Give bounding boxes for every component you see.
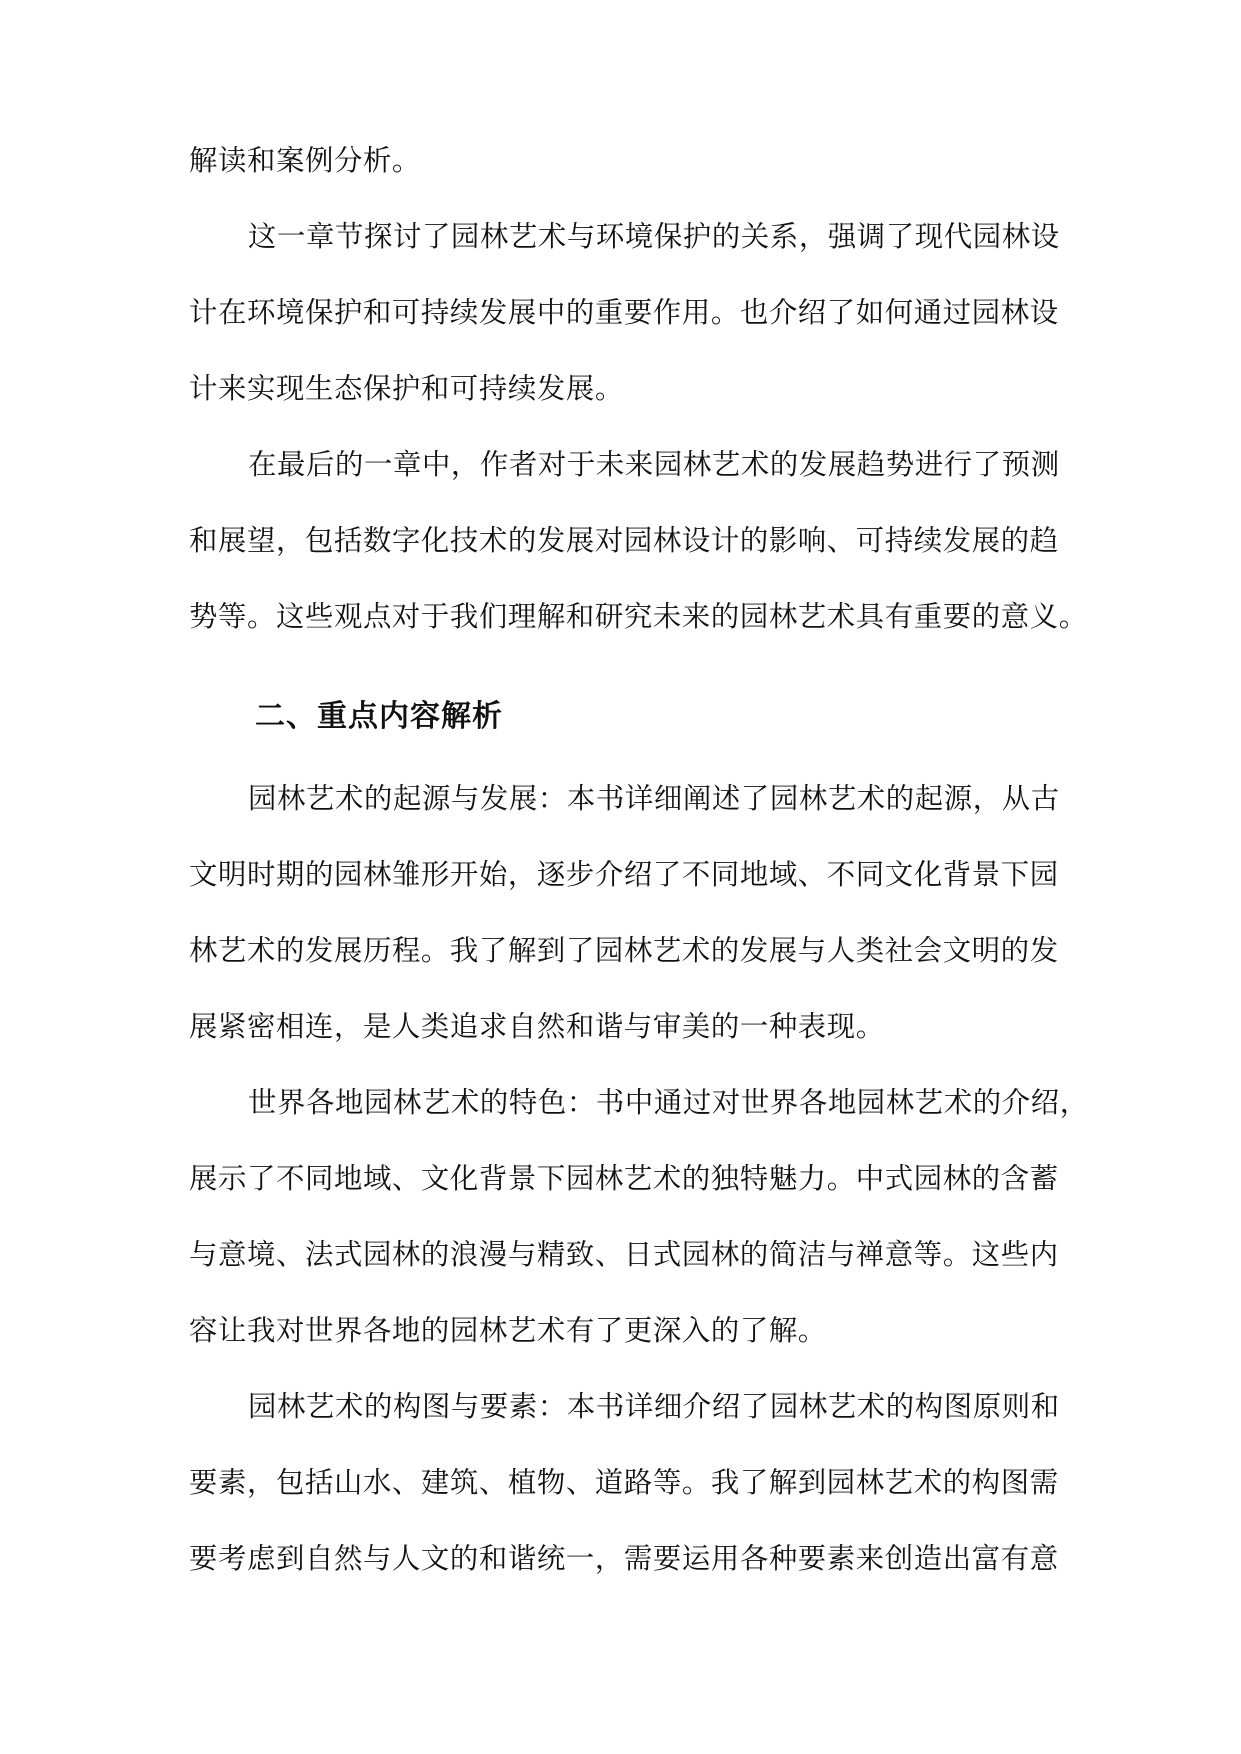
paragraph: [189, 446, 1088, 636]
paragraph: [189, 218, 1059, 408]
paragraph: [189, 1388, 1059, 1578]
paragraph: [189, 1084, 1089, 1350]
text-line: 容让我对世界各地的园林艺术有了更深入的了解。: [189, 1314, 827, 1347]
paragraph: [189, 142, 1059, 180]
text-line: 要考虑到自然与人文的和谐统一，需要运用各种要素来创造出富有意: [189, 1542, 1059, 1575]
document-body: [189, 142, 1089, 1578]
text-line: 在最后的一章中，作者对于未来园林艺术的发展趋势进行了预测: [248, 448, 1060, 481]
text-line: 与意境、法式园林的浪漫与精致、日式园林的简洁与禅意等。这些内: [189, 1238, 1059, 1271]
text-line: 世界各地园林艺术的特色：书中通过对世界各地园林艺术的介绍，: [248, 1086, 1089, 1119]
text-line: 势等。这些观点对于我们理解和研究未来的园林艺术具有重要的意义。: [189, 600, 1088, 633]
text-line: 林艺术的发展历程。我了解到了园林艺术的发展与人类社会文明的发: [189, 934, 1059, 967]
text-line: 园林艺术的起源与发展：本书详细阐述了园林艺术的起源，从古: [248, 782, 1060, 815]
text-line: 计来实现生态保护和可持续发展。: [189, 372, 624, 405]
text-line: 展示了不同地域、文化背景下园林艺术的独特魅力。中式园林的含蓄: [189, 1162, 1059, 1195]
text-line: 计在环境保护和可持续发展中的重要作用。也介绍了如何通过园林设: [189, 296, 1059, 329]
text-line: 园林艺术的构图与要素：本书详细介绍了园林艺术的构图原则和: [248, 1390, 1060, 1423]
section-heading: 二、重点内容解析: [255, 699, 503, 734]
text-line: 解读和案例分析。: [189, 144, 421, 177]
paragraph: [189, 780, 1059, 1046]
text-line: 展紧密相连，是人类追求自然和谐与审美的一种表现。: [189, 1010, 885, 1043]
text-line: 这一章节探讨了园林艺术与环境保护的关系，强调了现代园林设: [248, 220, 1060, 253]
text-line: 文明时期的园林雏形开始，逐步介绍了不同地域、不同文化背景下园: [189, 858, 1059, 891]
text-line: 要素，包括山水、建筑、植物、道路等。我了解到园林艺术的构图需: [189, 1466, 1059, 1499]
text-line: 和展望，包括数字化技术的发展对园林设计的影响、可持续发展的趋: [189, 524, 1059, 557]
